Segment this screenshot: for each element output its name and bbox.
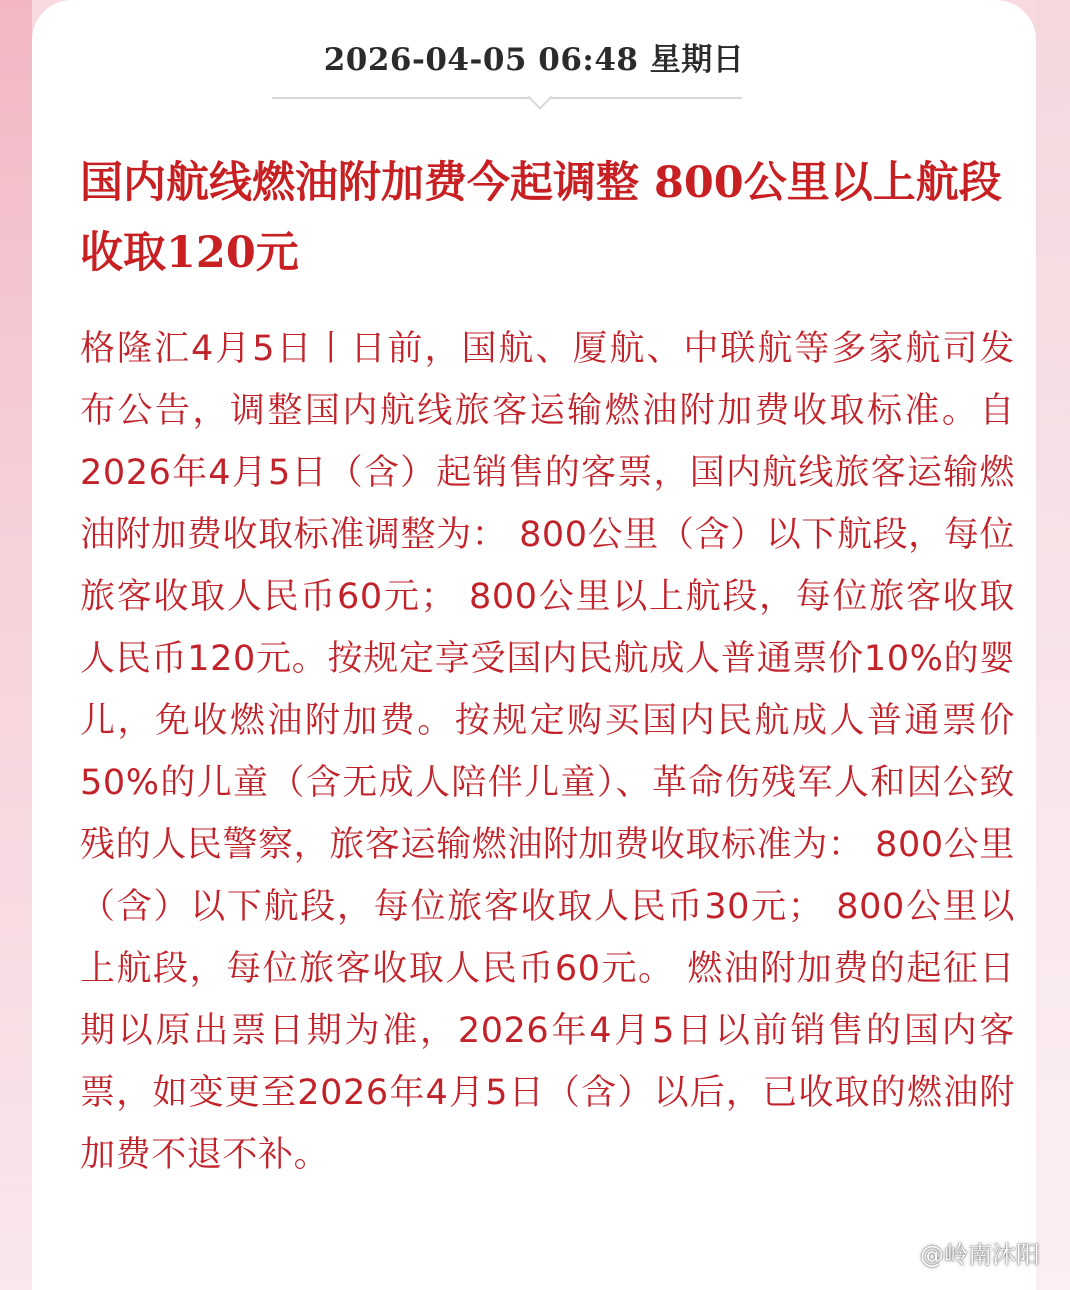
background-right-accent xyxy=(1036,0,1070,1290)
watermark xyxy=(872,1235,1040,1270)
header-divider xyxy=(272,97,742,99)
news-card xyxy=(32,0,1036,1290)
weibo-icon xyxy=(872,1237,912,1269)
card-header xyxy=(32,0,1036,120)
article-headline: 国内航线燃油附加费今起调整 800公里以上航段收取120元 xyxy=(80,158,1002,278)
background-left-accent xyxy=(0,0,32,1290)
watermark-text: @岭南沐阳 xyxy=(920,1241,1040,1269)
header-notch xyxy=(527,84,552,109)
datetime-label: 2026-04-05 06:48 星期日 xyxy=(323,42,745,78)
article-body: 格隆汇4月5日丨日前，国航、厦航、中联航等多家航司发布公告，调整国内航线旅客运输燃油附加费收取标准。自2026年4月5日（含）起销售的客票，国内航线旅客运输燃油附加费收取标准调整为： 800公里（含）以下航段，每位旅客收取人民币60元； 800公里以上航段，每位旅客收取人民币120元。按规定享受国内民航成人普通票价10%的婴儿，免收燃油附加费。按规定购买国内民航成人普通票价50%的儿童（含无成人陪伴儿童）、革命伤残军人和因公致残的人民警察，旅客运输燃油附加费收取标准为： 800公里（含）以下航段，每位旅客收取人民币30元； 800公里以上航段，每位旅客收取人民币60元。 燃油附加费的起征日期以原出票日期为准，2026年4月5日以前销售的国内客票，如变更至2026年4月5日（含）以后，已收取的燃油附加费不退不补。 xyxy=(80,329,1015,1175)
